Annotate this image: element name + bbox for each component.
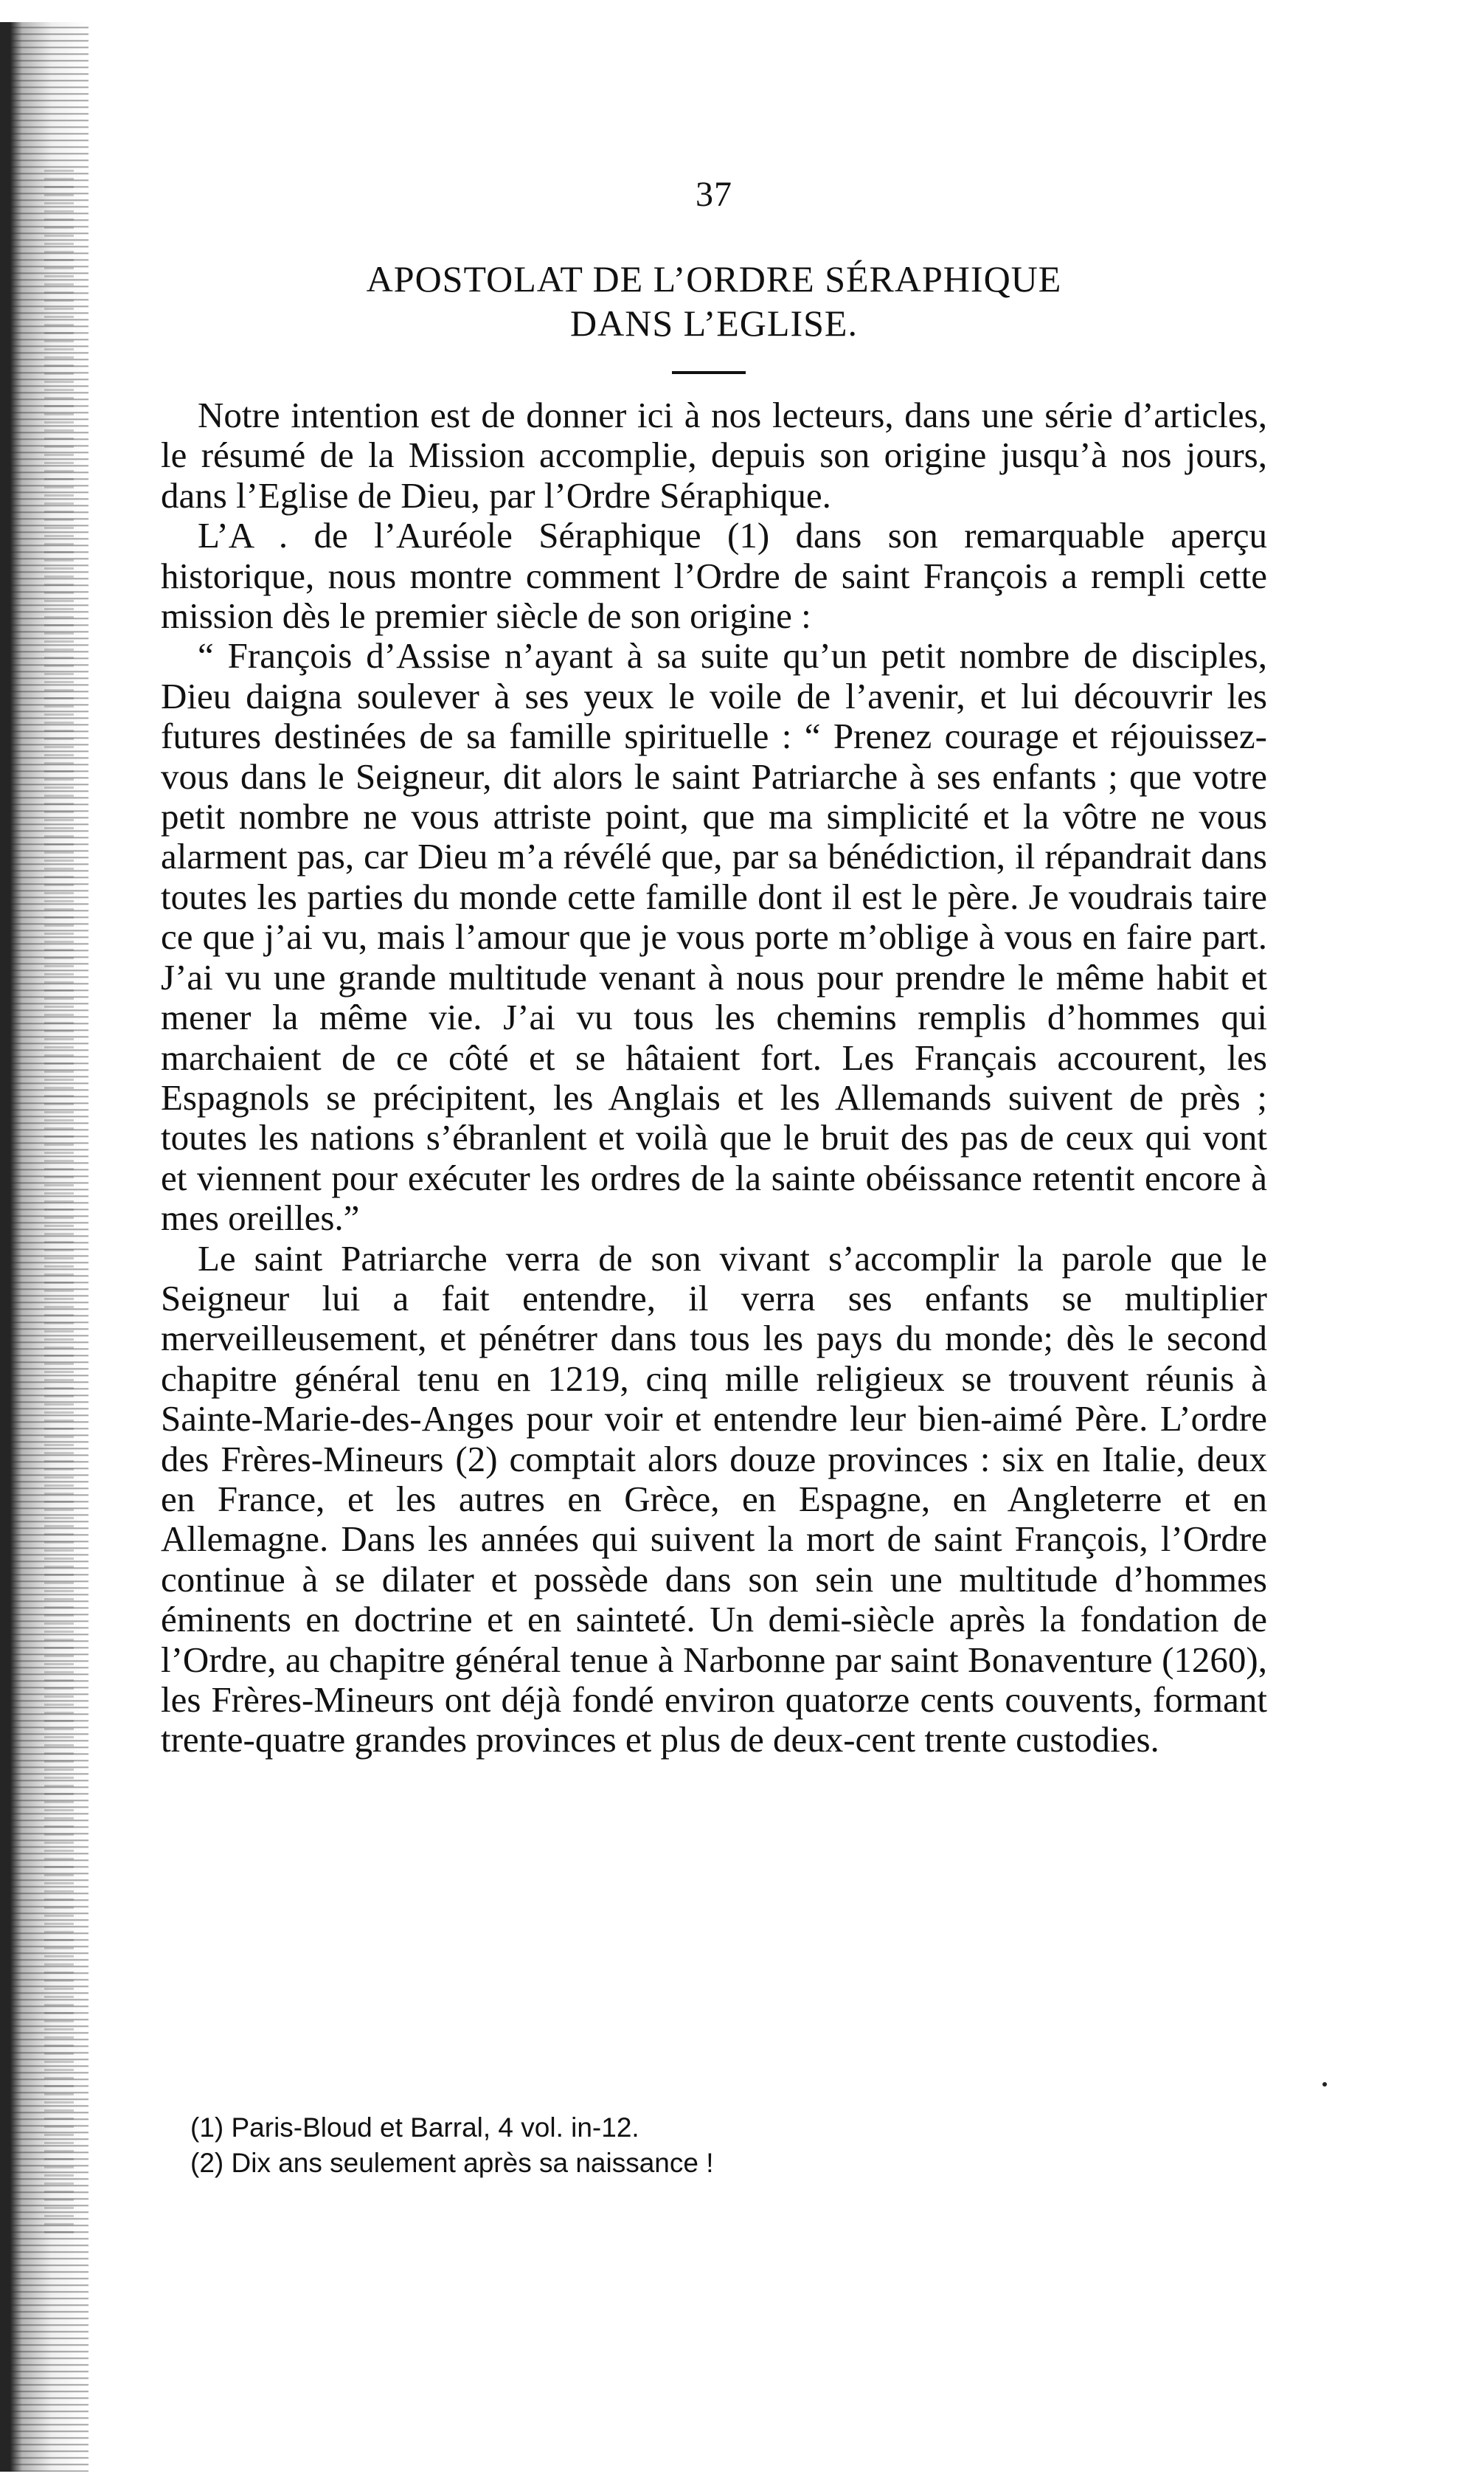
paragraph-intro: Notre intention est de donner ici à nos lecteurs, dans une série d’articles, le résumé de la Mission accomplie, depuis son origine jusqu’à nos jours, dans l’Eglise de Dieu, par l’Ordre Séraphique.: [161, 395, 1267, 516]
article-body: [161, 395, 1267, 1760]
paragraph-quotation: “ François d’Assise n’ayant à sa suite qu’un petit nombre de disciples, Dieu daigna soulever à ses yeux le voile de l’avenir, et lui découvrir les futures destinées de sa famille spirituelle : “ Prenez courage et réjouissez-vous dans le Seigneur, dit alors le saint Patriarche à ses enfants ; que votre petit nombre ne vous attriste point, que ma simplicité et la vôtre ne vous alarment pas, car Dieu m’a révélé que, par sa bénédiction, il répandrait dans toutes les parties du monde cette famille dont il est le père. Je voudrais taire ce que j’ai vu, mais l’amour que je vous porte m’oblige à vous en faire part. J’ai vu une grande multitude venant à nous pour prendre le même habit et mener la même vie. J’ai vu tous les chemins remplis d’hommes qui marchaient de ce côté et se hâtaient fort. Les Français accourent, les Espagnols se précipitent, les Anglais et les Allemands suivent de près ; toutes les nations s’ébranlent et voilà que le bruit des pas de ceux qui vont et viennent pour exécuter les ordres de la sainte obéissance retentit encore à mes oreilles.”: [161, 635, 1267, 1239]
footnotes: [190, 2110, 1149, 2181]
scan-speck: [1322, 2082, 1327, 2087]
paragraph-aureole: L’A . de l’Auréole Séraphique (1) dans son remarquable aperçu historique, nous montre comment l’Ordre de saint François a rempli cette mission dès le premier siècle de son origine :: [161, 515, 1267, 637]
footnote-1: (1) Paris-Bloud et Barral, 4 vol. in-12.: [190, 2112, 639, 2143]
title-separator-rule: [672, 371, 746, 374]
page-number: 37: [696, 175, 732, 214]
chapter-title: [161, 257, 1267, 345]
scanned-binding-edge: [0, 22, 89, 2472]
chapter-title-line-1: APOSTOLAT DE L’ORDRE SÉRAPHIQUE: [366, 258, 1062, 300]
chapter-title-line-2: DANS L’EGLISE.: [570, 303, 858, 344]
footnote-2: (2) Dix ans seulement après sa naissance !: [190, 2148, 714, 2178]
paragraph-patriarch: Le saint Patriarche verra de son vivant s’accomplir la parole que le Seigneur lui a fait entendre, il verra ses enfants se multiplier merveilleusement, et pénétrer dans tous les pays du monde; dès le second chapitre général tenu en 1219, cinq mille religieux se trouvent réunis à Sainte-Marie-des-Anges pour voir et entendre leur bien-aimé Père. L’ordre des Frères-Mineurs (2) comptait alors douze provinces : six en Italie, deux en France, et les autres en Grèce, en Espagne, en Angleterre et en Allemagne. Dans les années qui suivent la mort de saint François, l’Ordre continue à se dilater et possède dans son sein une multitude d’hommes éminents en doctrine et en sainteté. Un demi-siècle après la fondation de l’Ordre, au chapitre général tenue à Narbonne par saint Bonaventure (1260), les Frères-Mineurs ont déjà fondé environ quatorze cents couvents, formant trente-quatre grandes provinces et plus de deux-cent trente custodies.: [161, 1237, 1267, 1760]
